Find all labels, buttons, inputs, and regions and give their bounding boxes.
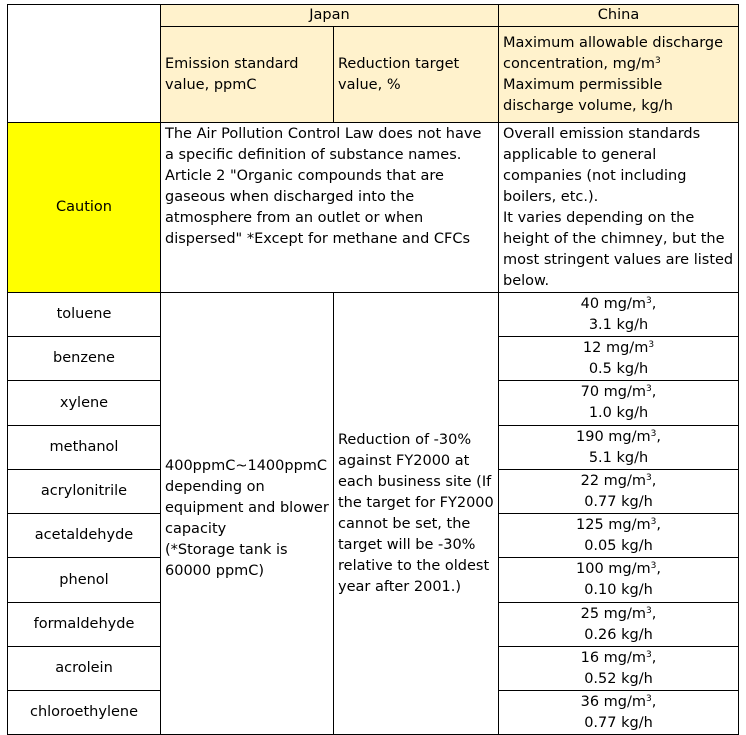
concentration-suffix: , <box>651 693 657 710</box>
concentration-value: 125 mg/m <box>576 516 651 533</box>
volume-value: 0.5 kg/h <box>588 360 649 377</box>
volume-value: 0.52 kg/h <box>584 670 653 687</box>
substance-name: formaldehyde <box>8 603 161 647</box>
china-limit-cell <box>499 647 739 691</box>
superscript: 3 <box>646 693 652 704</box>
substance-name: xylene <box>8 381 161 426</box>
china-limit-cell <box>499 558 739 603</box>
corner-cell <box>8 5 161 123</box>
china-limit-cell <box>499 381 739 426</box>
concentration-suffix: , <box>656 516 661 533</box>
volume-value: 5.1 kg/h <box>588 449 649 466</box>
regulation-table <box>7 4 739 735</box>
superscript: 3 <box>650 516 657 527</box>
superscript: 3 <box>646 649 652 660</box>
superscript: 3 <box>646 472 652 483</box>
china-limit-cell <box>499 293 739 337</box>
japan-emission-standard: 400ppmC~1400ppmC depending on equipment and blower capacity (*Storage tank is 60000 ppmC) <box>161 293 334 735</box>
substance-name: methanol <box>8 426 161 470</box>
substance-name: benzene <box>8 337 161 381</box>
caution-japan-text: The Air Pollution Control Law does not have a specific definition of substance names. Article 2 "Organic compounds that are gaseous when discharged into the atmosphere from an outlet or when dispersed" *Except for methane and CFCs <box>161 123 499 293</box>
max-volume-label: Maximum permissible discharge volume, kg/h <box>503 76 673 114</box>
china-limit-cell <box>499 337 739 381</box>
substance-name: chloroethylene <box>8 691 161 735</box>
max-concentration-label: Maximum allowable discharge concentration, mg/m <box>503 34 724 72</box>
substance-name: toluene <box>8 293 161 337</box>
superscript: 3 <box>646 295 652 306</box>
concentration-value: 16 mg/m <box>580 649 647 666</box>
concentration-value: 12 mg/m <box>582 339 649 356</box>
china-limit-cell <box>499 514 739 558</box>
concentration-suffix: , <box>656 428 661 445</box>
superscript: 3 <box>650 428 657 439</box>
volume-value: 1.0 kg/h <box>588 405 649 421</box>
concentration-value: 25 mg/m <box>580 605 647 622</box>
concentration-suffix: , <box>651 605 657 622</box>
volume-value: 0.77 kg/h <box>584 714 653 731</box>
concentration-suffix: , <box>651 384 657 400</box>
substance-name: acrylonitrile <box>8 470 161 514</box>
concentration-suffix: , <box>651 472 657 489</box>
japan-reduction-target: Reduction of -30% against FY2000 at each business site (If the target for FY2000 cannot be set, the target will be -30% relative to the oldest year after 2001.) <box>334 293 499 735</box>
substance-row <box>8 293 739 337</box>
superscript: 3 <box>654 55 661 66</box>
superscript: 3 <box>646 605 652 616</box>
concentration-suffix: , <box>651 295 657 312</box>
concentration-suffix: , <box>651 649 657 666</box>
caution-row <box>8 123 739 293</box>
caution-label: Caution <box>8 123 161 293</box>
china-header: China <box>499 5 739 27</box>
japan-header: Japan <box>161 5 499 27</box>
china-limit-cell <box>499 470 739 514</box>
caution-china-text: Overall emission standards applicable to general companies (not including boilers, etc.). It varies depending on the height of the chimney, but the most stringent values are listed below. <box>499 123 739 293</box>
concentration-value: 22 mg/m <box>580 472 647 489</box>
china-limits-header <box>499 27 739 123</box>
concentration-value: 100 mg/m <box>576 561 651 577</box>
volume-value: 0.05 kg/h <box>584 537 653 554</box>
substance-name: acetaldehyde <box>8 514 161 558</box>
substance-name: acrolein <box>8 647 161 691</box>
superscript: 3 <box>646 384 652 394</box>
concentration-value: 190 mg/m <box>576 428 651 445</box>
concentration-value: 36 mg/m <box>580 693 647 710</box>
header-row-countries <box>8 5 739 27</box>
superscript: 3 <box>648 339 655 350</box>
china-limit-cell <box>499 691 739 735</box>
volume-value: 0.26 kg/h <box>584 626 653 643</box>
emission-standard-header: Emission standard value, ppmC <box>161 27 334 123</box>
concentration-value: 40 mg/m <box>580 295 647 312</box>
volume-value: 3.1 kg/h <box>588 316 649 333</box>
reduction-target-header: Reduction target value, % <box>334 27 499 123</box>
volume-value: 0.77 kg/h <box>584 493 653 510</box>
superscript: 3 <box>650 561 657 571</box>
china-limit-cell <box>499 603 739 647</box>
volume-value: 0.10 kg/h <box>584 582 653 598</box>
concentration-value: 70 mg/m <box>580 384 647 400</box>
substance-name: phenol <box>8 558 161 603</box>
concentration-suffix: , <box>656 561 661 577</box>
china-limit-cell <box>499 426 739 470</box>
